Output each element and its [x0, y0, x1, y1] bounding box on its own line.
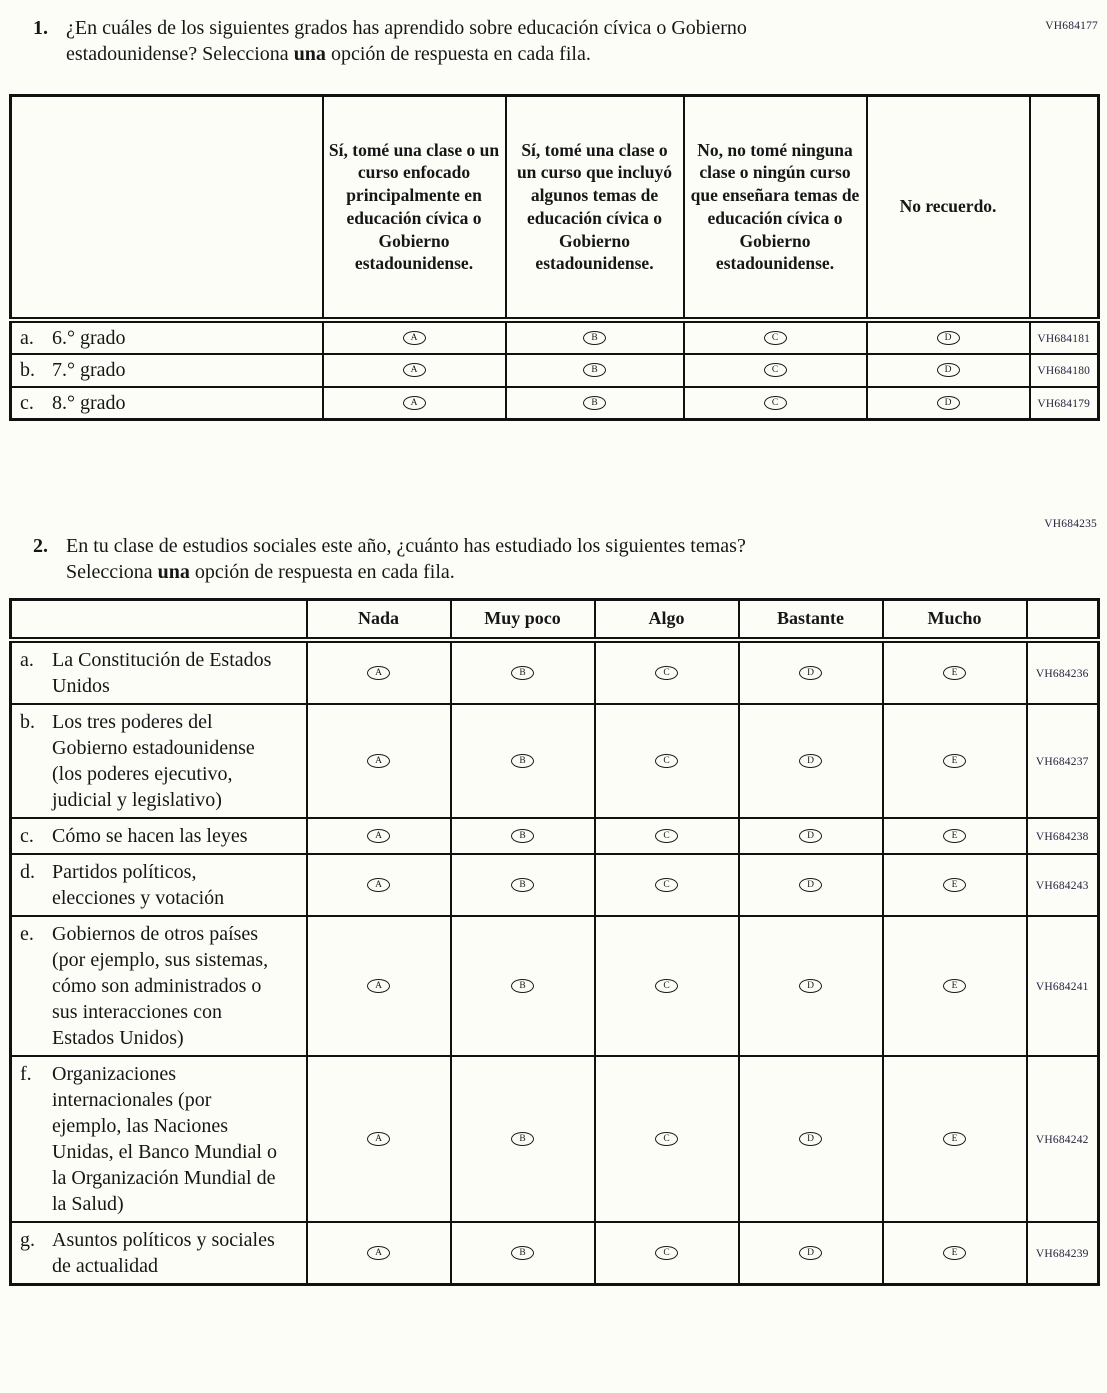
row-label-constitucion: La Constitución de Estados Unidos — [52, 648, 272, 697]
option-bubble-b[interactable]: B — [583, 396, 606, 410]
item-code: VH684241 — [1035, 980, 1089, 993]
table-row-constitucion — [11, 640, 1099, 704]
table-row-organizaciones — [11, 1056, 1099, 1222]
option-bubble-c[interactable]: C — [655, 979, 678, 993]
table-row-leyes — [11, 818, 1099, 854]
column-header-yes-some-topics: Sí, tomé una clase o un curso que incluyó algunos temas de educación cívica o Gobierno estadounidense. — [506, 96, 684, 320]
table-row-grade7 — [11, 354, 1099, 387]
option-bubble-c[interactable]: C — [655, 829, 678, 843]
option-bubble-b[interactable]: B — [511, 666, 534, 680]
option-bubble-a[interactable]: A — [367, 666, 390, 680]
row-label-grade8: 8.° grado — [52, 391, 126, 414]
option-bubble-a[interactable]: A — [367, 829, 390, 843]
option-bubble-e[interactable]: E — [943, 878, 966, 892]
option-bubble-e[interactable]: E — [943, 1246, 966, 1260]
question-1-number: 1. — [33, 17, 48, 39]
column-header-no-course: No, no tomé ninguna clase o ningún curso que enseñara temas de educación cívica o Gobierno estadounidense. — [684, 96, 867, 320]
table-row-grade6 — [11, 320, 1099, 354]
option-bubble-b[interactable]: B — [511, 979, 534, 993]
column-header-muy-poco: Muy poco — [451, 600, 595, 640]
column-header-dont-remember: No recuerdo. — [867, 96, 1030, 320]
question-1-text-bold: una — [293, 43, 326, 65]
question1-accession-code: VH684177 — [1045, 20, 1098, 32]
column-header-yes-focused: Sí, tomé una clase o un curso enfocado principalmente en educación cívica o Gobierno estadounidense. — [323, 96, 506, 320]
option-bubble-c[interactable]: C — [764, 363, 787, 377]
option-bubble-b[interactable]: B — [511, 1132, 534, 1146]
option-bubble-c[interactable]: C — [655, 1246, 678, 1260]
question-1-text-pre: ¿En cuáles de los siguientes grados has aprendido sobre educación cívica o Gobierno estadounidense? Selecciona — [66, 17, 747, 65]
table-row-partidos — [11, 854, 1099, 916]
option-bubble-a[interactable]: A — [367, 754, 390, 768]
item-code: VH684179 — [1037, 397, 1091, 410]
item-code: VH684238 — [1035, 830, 1089, 843]
column-header-algo: Algo — [595, 600, 739, 640]
table-row-tres-poderes — [11, 704, 1099, 818]
option-bubble-b[interactable]: B — [511, 1246, 534, 1260]
row-label-leyes: Cómo se hacen las leyes — [52, 824, 248, 847]
option-bubble-b[interactable]: B — [511, 878, 534, 892]
option-bubble-d[interactable]: D — [937, 331, 960, 345]
option-bubble-a[interactable]: A — [367, 878, 390, 892]
row-letter: b. — [20, 358, 35, 381]
stub-header-empty — [11, 96, 323, 320]
option-bubble-d[interactable]: D — [799, 1132, 822, 1146]
item-code: VH684239 — [1035, 1247, 1089, 1260]
row-letter: a. — [20, 648, 34, 671]
item-code: VH684181 — [1037, 332, 1091, 345]
option-bubble-b[interactable]: B — [511, 829, 534, 843]
question-2-text-post: opción de respuesta en cada fila. — [189, 561, 455, 583]
option-bubble-d[interactable]: D — [937, 363, 960, 377]
option-bubble-a[interactable]: A — [367, 979, 390, 993]
row-letter: a. — [20, 326, 34, 349]
question-2-text-bold: una — [157, 561, 190, 583]
option-bubble-d[interactable]: D — [799, 754, 822, 768]
row-label-tres-poderes: Los tres poderes del Gobierno estadounidense (los poderes ejecutivo, judicial y legislativo) — [52, 710, 255, 811]
row-letter: d. — [20, 860, 35, 883]
row-label-gobiernos-otros: Gobiernos de otros países (por ejemplo, sus sistemas, cómo son administrados o sus interacciones con Estados Unidos) — [52, 922, 269, 1049]
row-letter: b. — [20, 710, 35, 733]
option-bubble-c[interactable]: C — [655, 754, 678, 768]
option-bubble-b[interactable]: B — [511, 754, 534, 768]
option-bubble-b[interactable]: B — [583, 331, 606, 345]
option-bubble-a[interactable]: A — [403, 331, 426, 345]
option-bubble-d[interactable]: D — [799, 829, 822, 843]
row-label-grade6: 6.° grado — [52, 326, 126, 349]
header-row — [11, 96, 1099, 320]
question-2 — [33, 533, 1107, 585]
option-bubble-b[interactable]: B — [583, 363, 606, 377]
question-2-text — [66, 533, 814, 585]
option-bubble-a[interactable]: A — [403, 363, 426, 377]
item-code: VH684180 — [1037, 365, 1091, 377]
row-letter: c. — [20, 391, 34, 414]
option-bubble-c[interactable]: C — [655, 666, 678, 680]
code-header-empty — [1030, 96, 1099, 320]
option-bubble-e[interactable]: E — [943, 754, 966, 768]
option-bubble-c[interactable]: C — [764, 396, 787, 410]
option-bubble-c[interactable]: C — [655, 878, 678, 892]
option-bubble-d[interactable]: D — [799, 1246, 822, 1260]
column-header-nada: Nada — [307, 600, 451, 640]
row-letter: c. — [20, 824, 34, 847]
option-bubble-e[interactable]: E — [943, 829, 966, 843]
option-bubble-c[interactable]: C — [655, 1132, 678, 1146]
header-row — [11, 600, 1099, 640]
item-code: VH684242 — [1035, 1133, 1089, 1146]
question-2-response-table — [9, 598, 1100, 1286]
table-row-grade8 — [11, 387, 1099, 420]
option-bubble-d[interactable]: D — [937, 396, 960, 410]
table-row-gobiernos-otros — [11, 916, 1099, 1056]
option-bubble-e[interactable]: E — [943, 1132, 966, 1146]
option-bubble-a[interactable]: A — [367, 1132, 390, 1146]
column-header-mucho: Mucho — [883, 600, 1027, 640]
question-1-response-table — [9, 94, 1100, 421]
question-1 — [33, 15, 1107, 67]
item-code: VH684237 — [1035, 755, 1089, 768]
row-label-organizaciones: Organizaciones internacionales (por ejemplo, las Naciones Unidas, el Banco Mundial o la Organización Mundial de la Salud) — [52, 1062, 277, 1215]
column-header-bastante: Bastante — [739, 600, 883, 640]
option-bubble-e[interactable]: E — [943, 666, 966, 680]
row-letter: g. — [20, 1228, 35, 1251]
code-header-empty — [1027, 600, 1099, 640]
item-code: VH684243 — [1035, 879, 1089, 892]
row-label-partidos: Partidos políticos, elecciones y votación — [52, 860, 225, 909]
option-bubble-a[interactable]: A — [367, 1246, 390, 1260]
row-letter: e. — [20, 922, 34, 945]
question2-accession-code: VH684235 — [1044, 518, 1097, 530]
question-1-text — [66, 15, 814, 67]
option-bubble-c[interactable]: C — [764, 331, 787, 345]
option-bubble-d[interactable]: D — [799, 666, 822, 680]
item-code: VH684236 — [1035, 667, 1089, 680]
stub-header-empty — [11, 600, 307, 640]
table-row-asuntos — [11, 1222, 1099, 1285]
option-bubble-d[interactable]: D — [799, 878, 822, 892]
option-bubble-d[interactable]: D — [799, 979, 822, 993]
question-1-text-post: opción de respuesta en cada fila. — [325, 43, 591, 65]
question-2-text-pre: En tu clase de estudios sociales este año, ¿cuánto has estudiado los siguientes temas? Selecciona — [66, 535, 746, 583]
row-letter: f. — [20, 1062, 32, 1085]
option-bubble-a[interactable]: A — [403, 396, 426, 410]
row-label-asuntos: Asuntos políticos y sociales de actualidad — [52, 1228, 275, 1277]
row-label-grade7: 7.° grado — [52, 358, 126, 381]
question-2-number: 2. — [33, 535, 48, 557]
option-bubble-e[interactable]: E — [943, 979, 966, 993]
